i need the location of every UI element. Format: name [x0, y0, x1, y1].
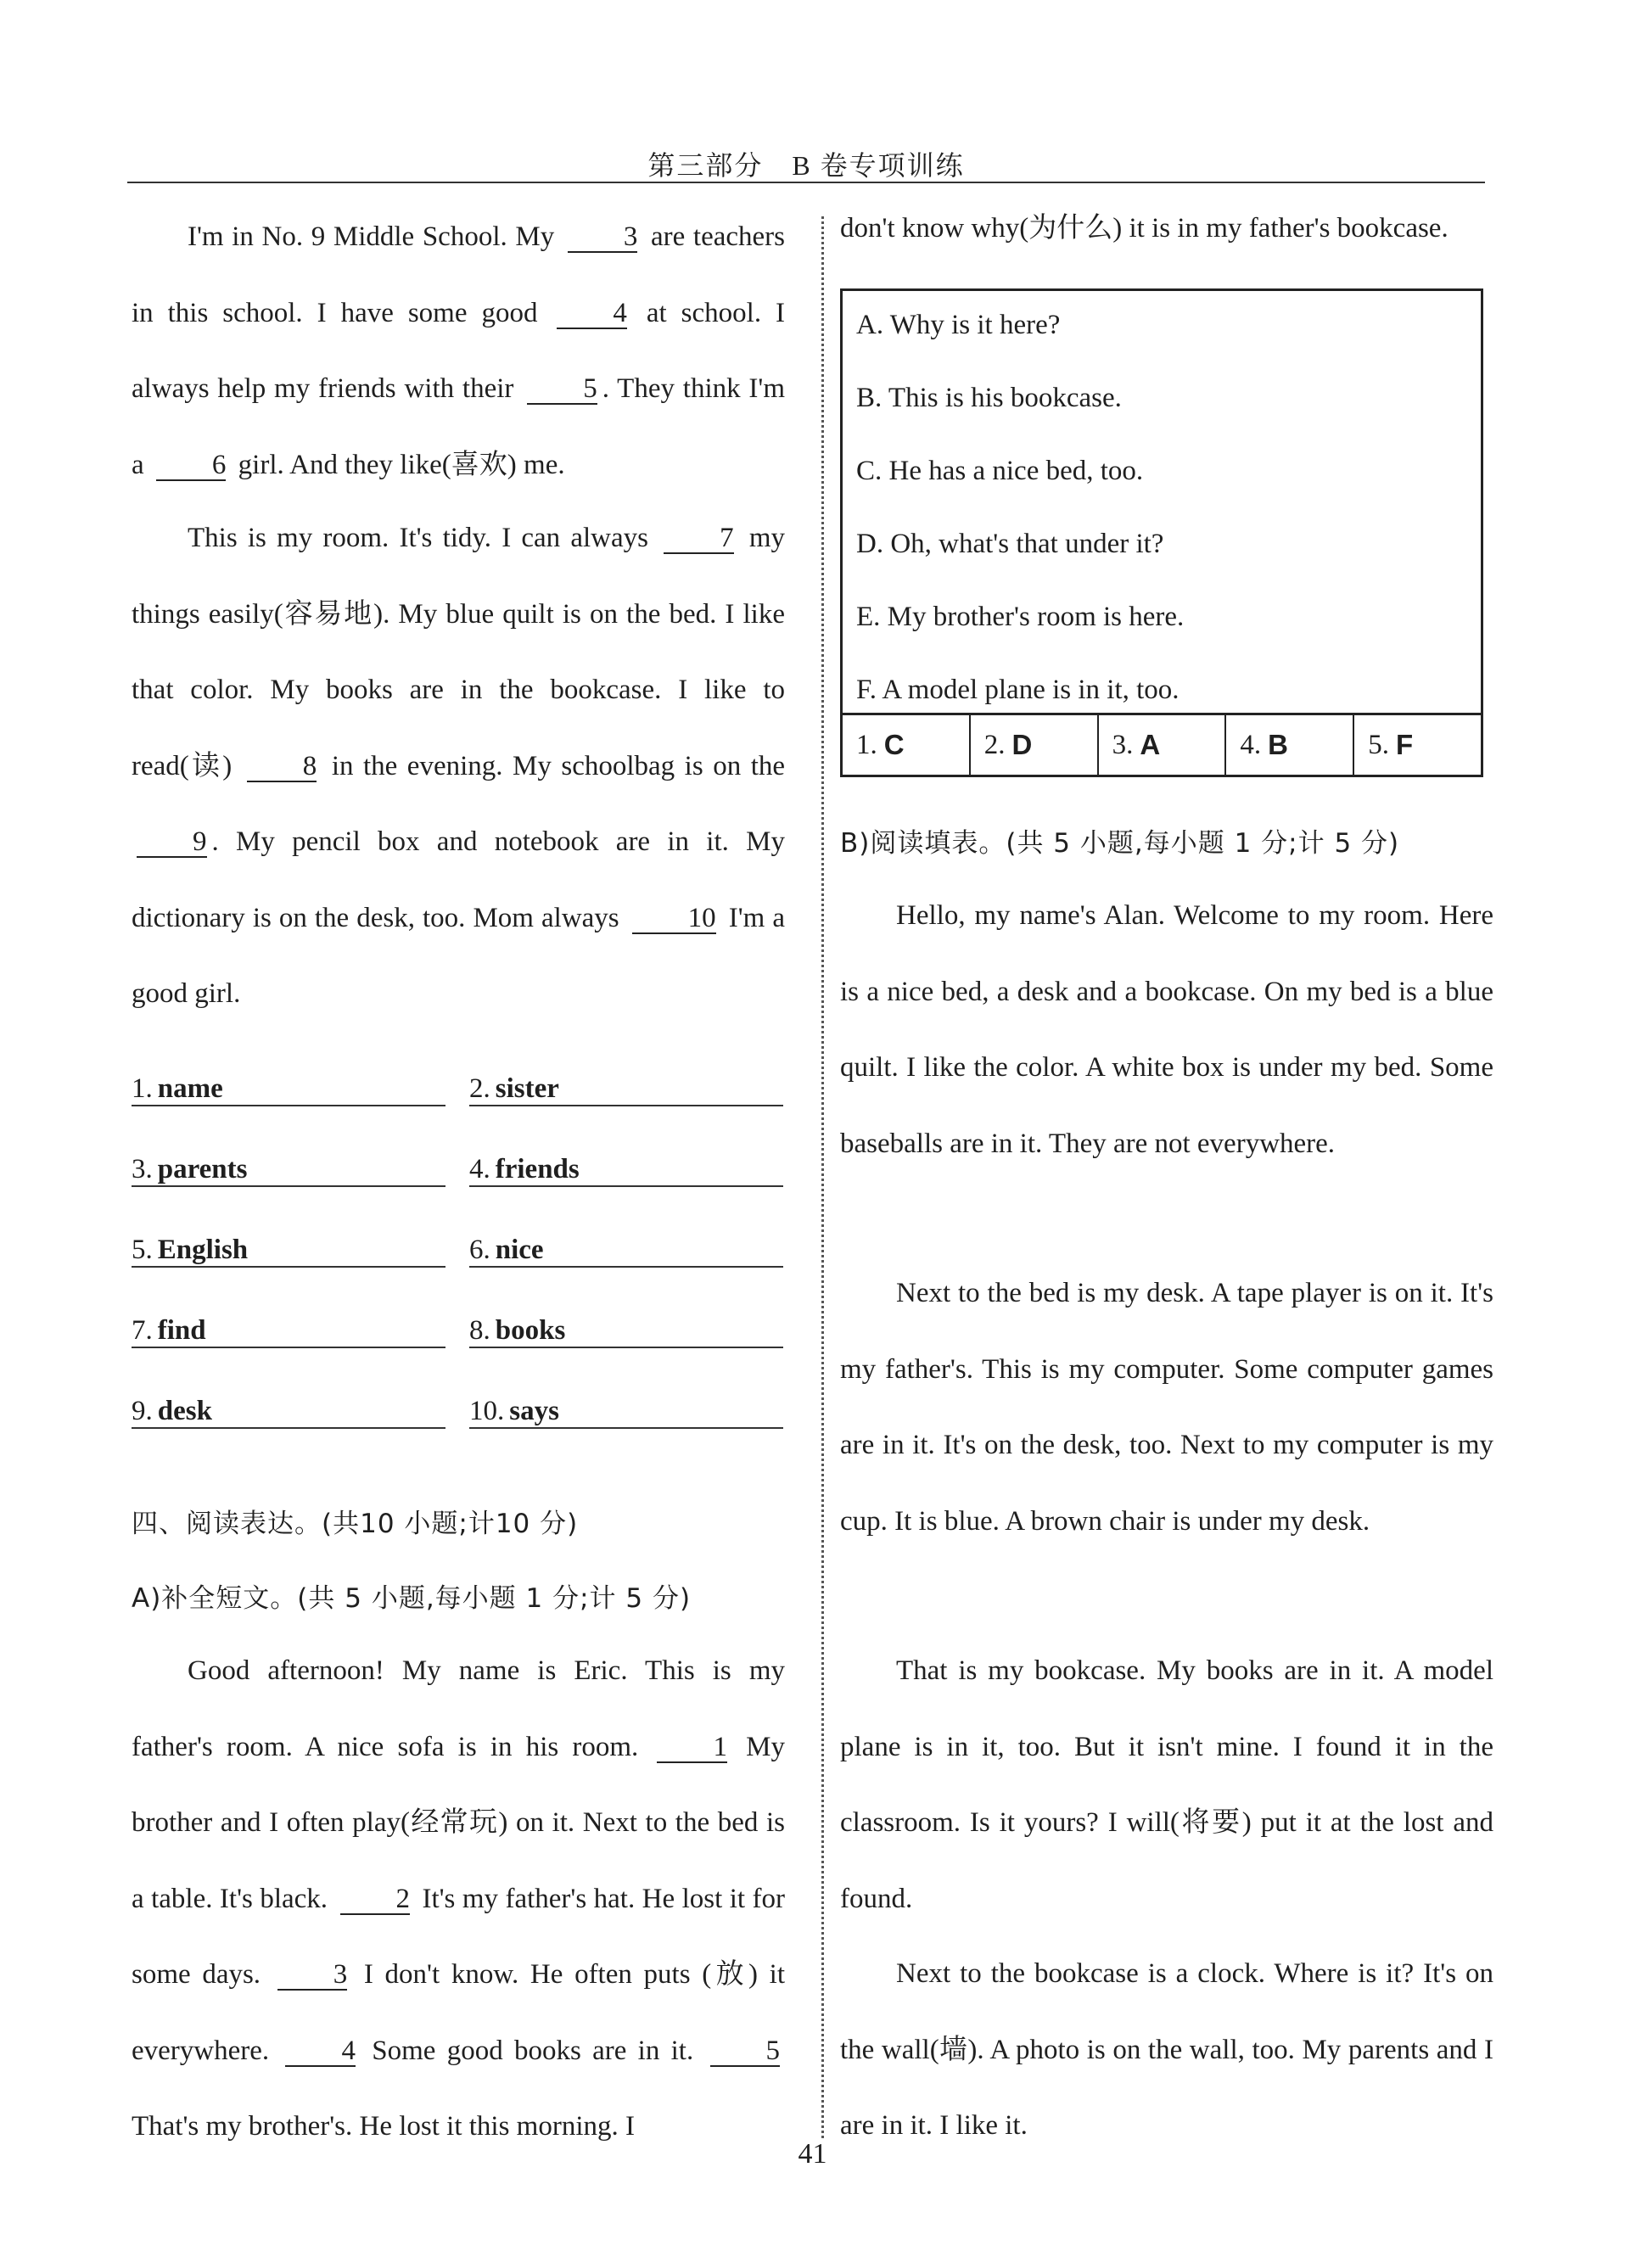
blank-8: 8	[247, 752, 317, 782]
option-e: E. My brother's room is here.	[856, 602, 1185, 632]
option-a: A. Why is it here?	[856, 310, 1061, 340]
blank-a3: 3	[277, 1960, 348, 1991]
blank-4: 4	[557, 299, 627, 329]
section-4-title: 四、阅读表达。(共10 小题;计10 分)	[132, 1509, 579, 1539]
option-d: D. Oh, what's that under it?	[856, 529, 1164, 559]
key-cell-4: 4. B	[1226, 715, 1354, 775]
passage-b-p2: Next to the bed is my desk. A tape player is on it. It's my father's. This is my computer. Some computer games are in it. It's on the desk, too. Next to my computer is my cup. It is blue. A brown chair is under my desk.	[840, 1278, 1493, 1537]
blank-3: 3	[568, 222, 638, 253]
passage-a-continuation: don't know why(为什么) it is in my father's bookcase.	[840, 213, 1448, 244]
answer-4: 4. friends	[469, 1154, 783, 1187]
answer-3: 3. parents	[132, 1154, 445, 1187]
page-number: 41	[798, 2138, 827, 2170]
answer-2: 2. sister	[469, 1073, 783, 1106]
key-cell-3: 3. A	[1099, 715, 1227, 775]
answer-9: 9. desk	[132, 1396, 445, 1429]
passage-cloze-p2: This is my room. It's tidy. I can always 7 my things easily(容易地). My blue quilt is on the bed. I like that color. My books are in the bookcase. I like to read(读) 8 in the evening. My schoolbag is on the 9 . My pencil box and notebook are in it. My dictionary is on the desk, too. Mom always 10 I'm a good girl.	[132, 523, 786, 1009]
option-b: B. This is his bookcase.	[856, 383, 1122, 413]
key-cell-1: 1. C	[843, 715, 971, 775]
section-a-title: A)补全短文。(共 5 小题,每小题 1 分;计 5 分)	[132, 1583, 692, 1614]
answer-1: 1. name	[132, 1073, 445, 1106]
blank-5: 5	[527, 374, 597, 405]
passage-b-p3: That is my bookcase. My books are in it. A model plane is in it, too. But it isn't mine. I found it in the classroom. Is it yours? I will(将要) put it at the lost and found.	[840, 1655, 1493, 1914]
column-divider	[821, 216, 824, 2138]
blank-7: 7	[664, 524, 734, 554]
answer-10: 10. says	[469, 1396, 783, 1429]
blank-9: 9	[137, 827, 207, 858]
option-f: F. A model plane is in it, too.	[856, 675, 1180, 705]
passage-b-p1: Hello, my name's Alan. Welcome to my room. Here is a nice bed, a desk and a bookcase. On my bed is a blue quilt. I like the color. A white box is under my bed. Some baseballs are in it. They are not everywhere.	[840, 900, 1493, 1159]
blank-a4: 4	[285, 2036, 356, 2067]
header-rule	[127, 182, 1485, 183]
blank-a5: 5	[710, 2036, 781, 2067]
blank-a2: 2	[340, 1884, 411, 1915]
blank-a1: 1	[657, 1733, 727, 1763]
section-b-title: B)阅读填表。(共 5 小题,每小题 1 分;计 5 分)	[840, 828, 1400, 859]
answer-6: 6. nice	[469, 1235, 783, 1268]
passage-a: Good afternoon! My name is Eric. This is my father's room. A nice sofa is in his room. 1 My brother and I often play(经常玩) on it. Next to the bed is a table. It's black. 2 It's my father's hat. He lost it for some days. 3 I don't know. He often puts (放) it everywhere. 4 Some good books are in it. 5 That's my brother's. He lost it this morning. I	[132, 1655, 786, 2142]
key-cell-2: 2. D	[971, 715, 1099, 775]
passage-b-p4: Next to the bookcase is a clock. Where is it? It's on the wall(墙). A photo is on the wall, too. My parents and I are in it. I like it.	[840, 1958, 1493, 2141]
option-c: C. He has a nice bed, too.	[856, 456, 1144, 486]
key-cell-5: 5. F	[1368, 729, 1414, 760]
options-box	[840, 288, 1483, 777]
answer-5: 5. English	[132, 1235, 445, 1268]
blank-6: 6	[156, 451, 227, 481]
page-header: 第三部分 B 卷专项训练	[647, 150, 965, 181]
passage-cloze-p1: I'm in No. 9 Middle School. My 3 are teachers in this school. I have some good 4 at school. I always help my friends with their 5 . They think I'm a 6 girl. And they like(喜欢) me.	[132, 221, 786, 480]
answer-8: 8. books	[469, 1315, 783, 1348]
answer-key-table	[840, 713, 1483, 777]
answer-7: 7. find	[132, 1315, 445, 1348]
blank-10: 10	[632, 904, 716, 934]
